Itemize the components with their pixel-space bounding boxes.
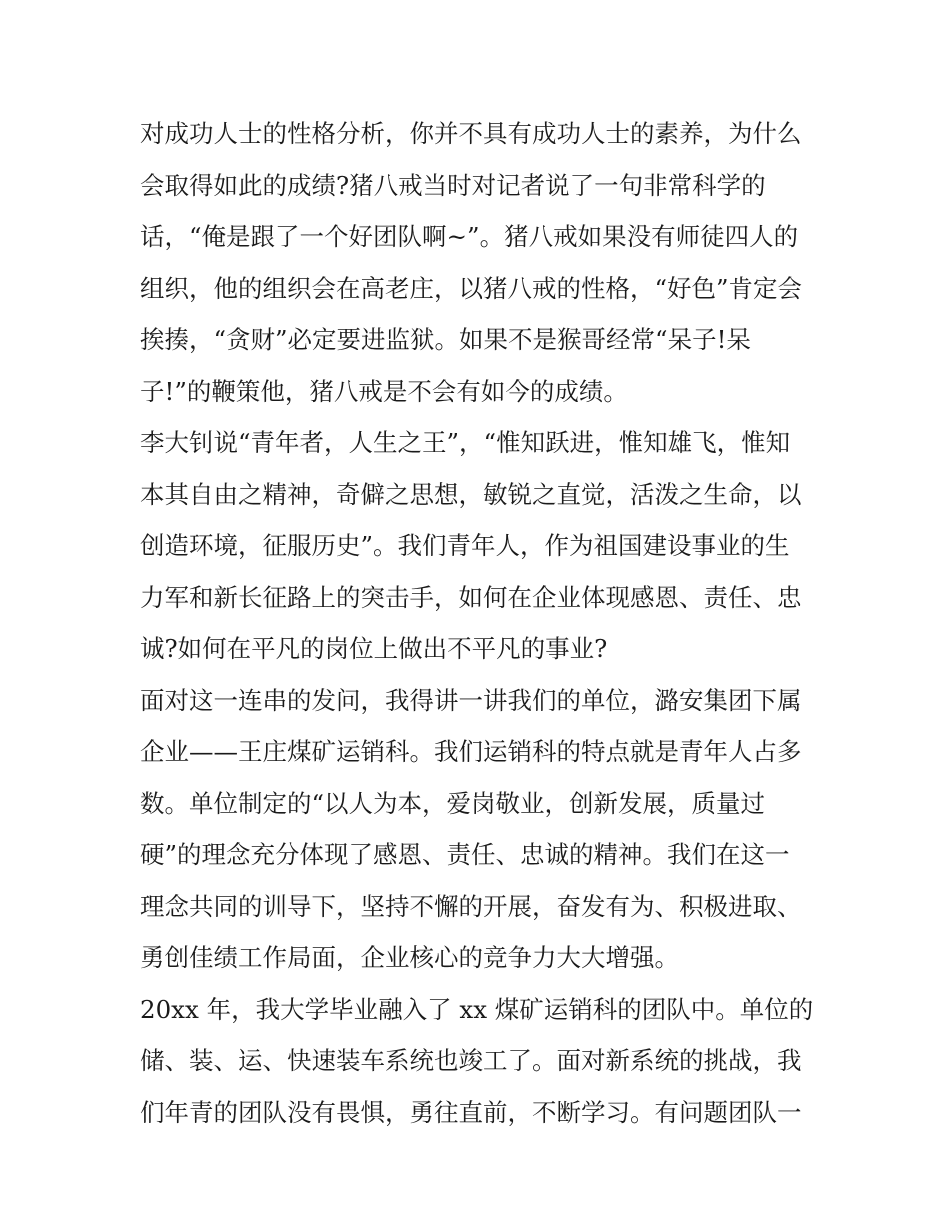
text-line: 企业——王庄煤矿运销科。我们运销科的特点就是青年人占多: [140, 737, 802, 766]
text-line: 面对这一连串的发问，我得讲一讲我们的单位，潞安集团下属: [140, 685, 802, 715]
text-line: 们年青的团队没有畏惧，勇往直前，不断学习。有问题团队一: [140, 1097, 802, 1127]
text-line: 挨揍，“贪财”必定要进监狱。如果不是猴哥经常“呆子!呆: [140, 325, 751, 354]
text-line: 话，“俺是跟了一个好团队啊~”。猪八戒如果没有师徒四人的: [140, 222, 799, 251]
text-line: 20xx 年，我大学毕业融入了 xx 煤矿运销科的团队中。单位的: [140, 994, 814, 1024]
text-line: 数。单位制定的“以人为本，爱岗敬业，创新发展，质量过: [140, 788, 766, 818]
text-line: 理念共同的训导下，坚持不懈的开展，奋发有为、积极进取、: [140, 891, 802, 921]
text-line: 组织，他的组织会在高老庄，以猪八戒的性格，“好色”肯定会: [140, 273, 803, 303]
text-line: 子!”的鞭策他，猪八戒是不会有如今的成绩。: [140, 376, 628, 406]
text-line: 力军和新长征路上的突击手，如何在企业体现感恩、责任、忠: [140, 582, 802, 612]
text-line: 硬”的理念充分体现了感恩、责任、忠诚的精神。我们在这一: [140, 840, 790, 869]
text-line: 储、装、运、快速装车系统也竣工了。面对新系统的挑战，我: [140, 1046, 802, 1075]
text-line: 勇创佳绩工作局面，企业核心的竞争力大大增强。: [140, 943, 679, 972]
body-text: [140, 108, 840, 1138]
text-line: 本其自由之精神，奇僻之思想，敏锐之直觉，活泼之生命，以: [140, 479, 802, 509]
text-line: 李大钊说“青年者，人生之王”，“惟知跃进，惟知雄飞，惟知: [140, 428, 791, 457]
text-line: 创造环境，征服历史”。我们青年人，作为祖国建设事业的生: [140, 531, 790, 560]
text-line: 诚?如何在平凡的岗位上做出不平凡的事业?: [140, 634, 608, 663]
text-line: 对成功人士的性格分析，你并不具有成功人士的素养，为什么: [140, 119, 802, 148]
text-line: 会取得如此的成绩?猪八戒当时对记者说了一句非常科学的: [140, 170, 766, 200]
